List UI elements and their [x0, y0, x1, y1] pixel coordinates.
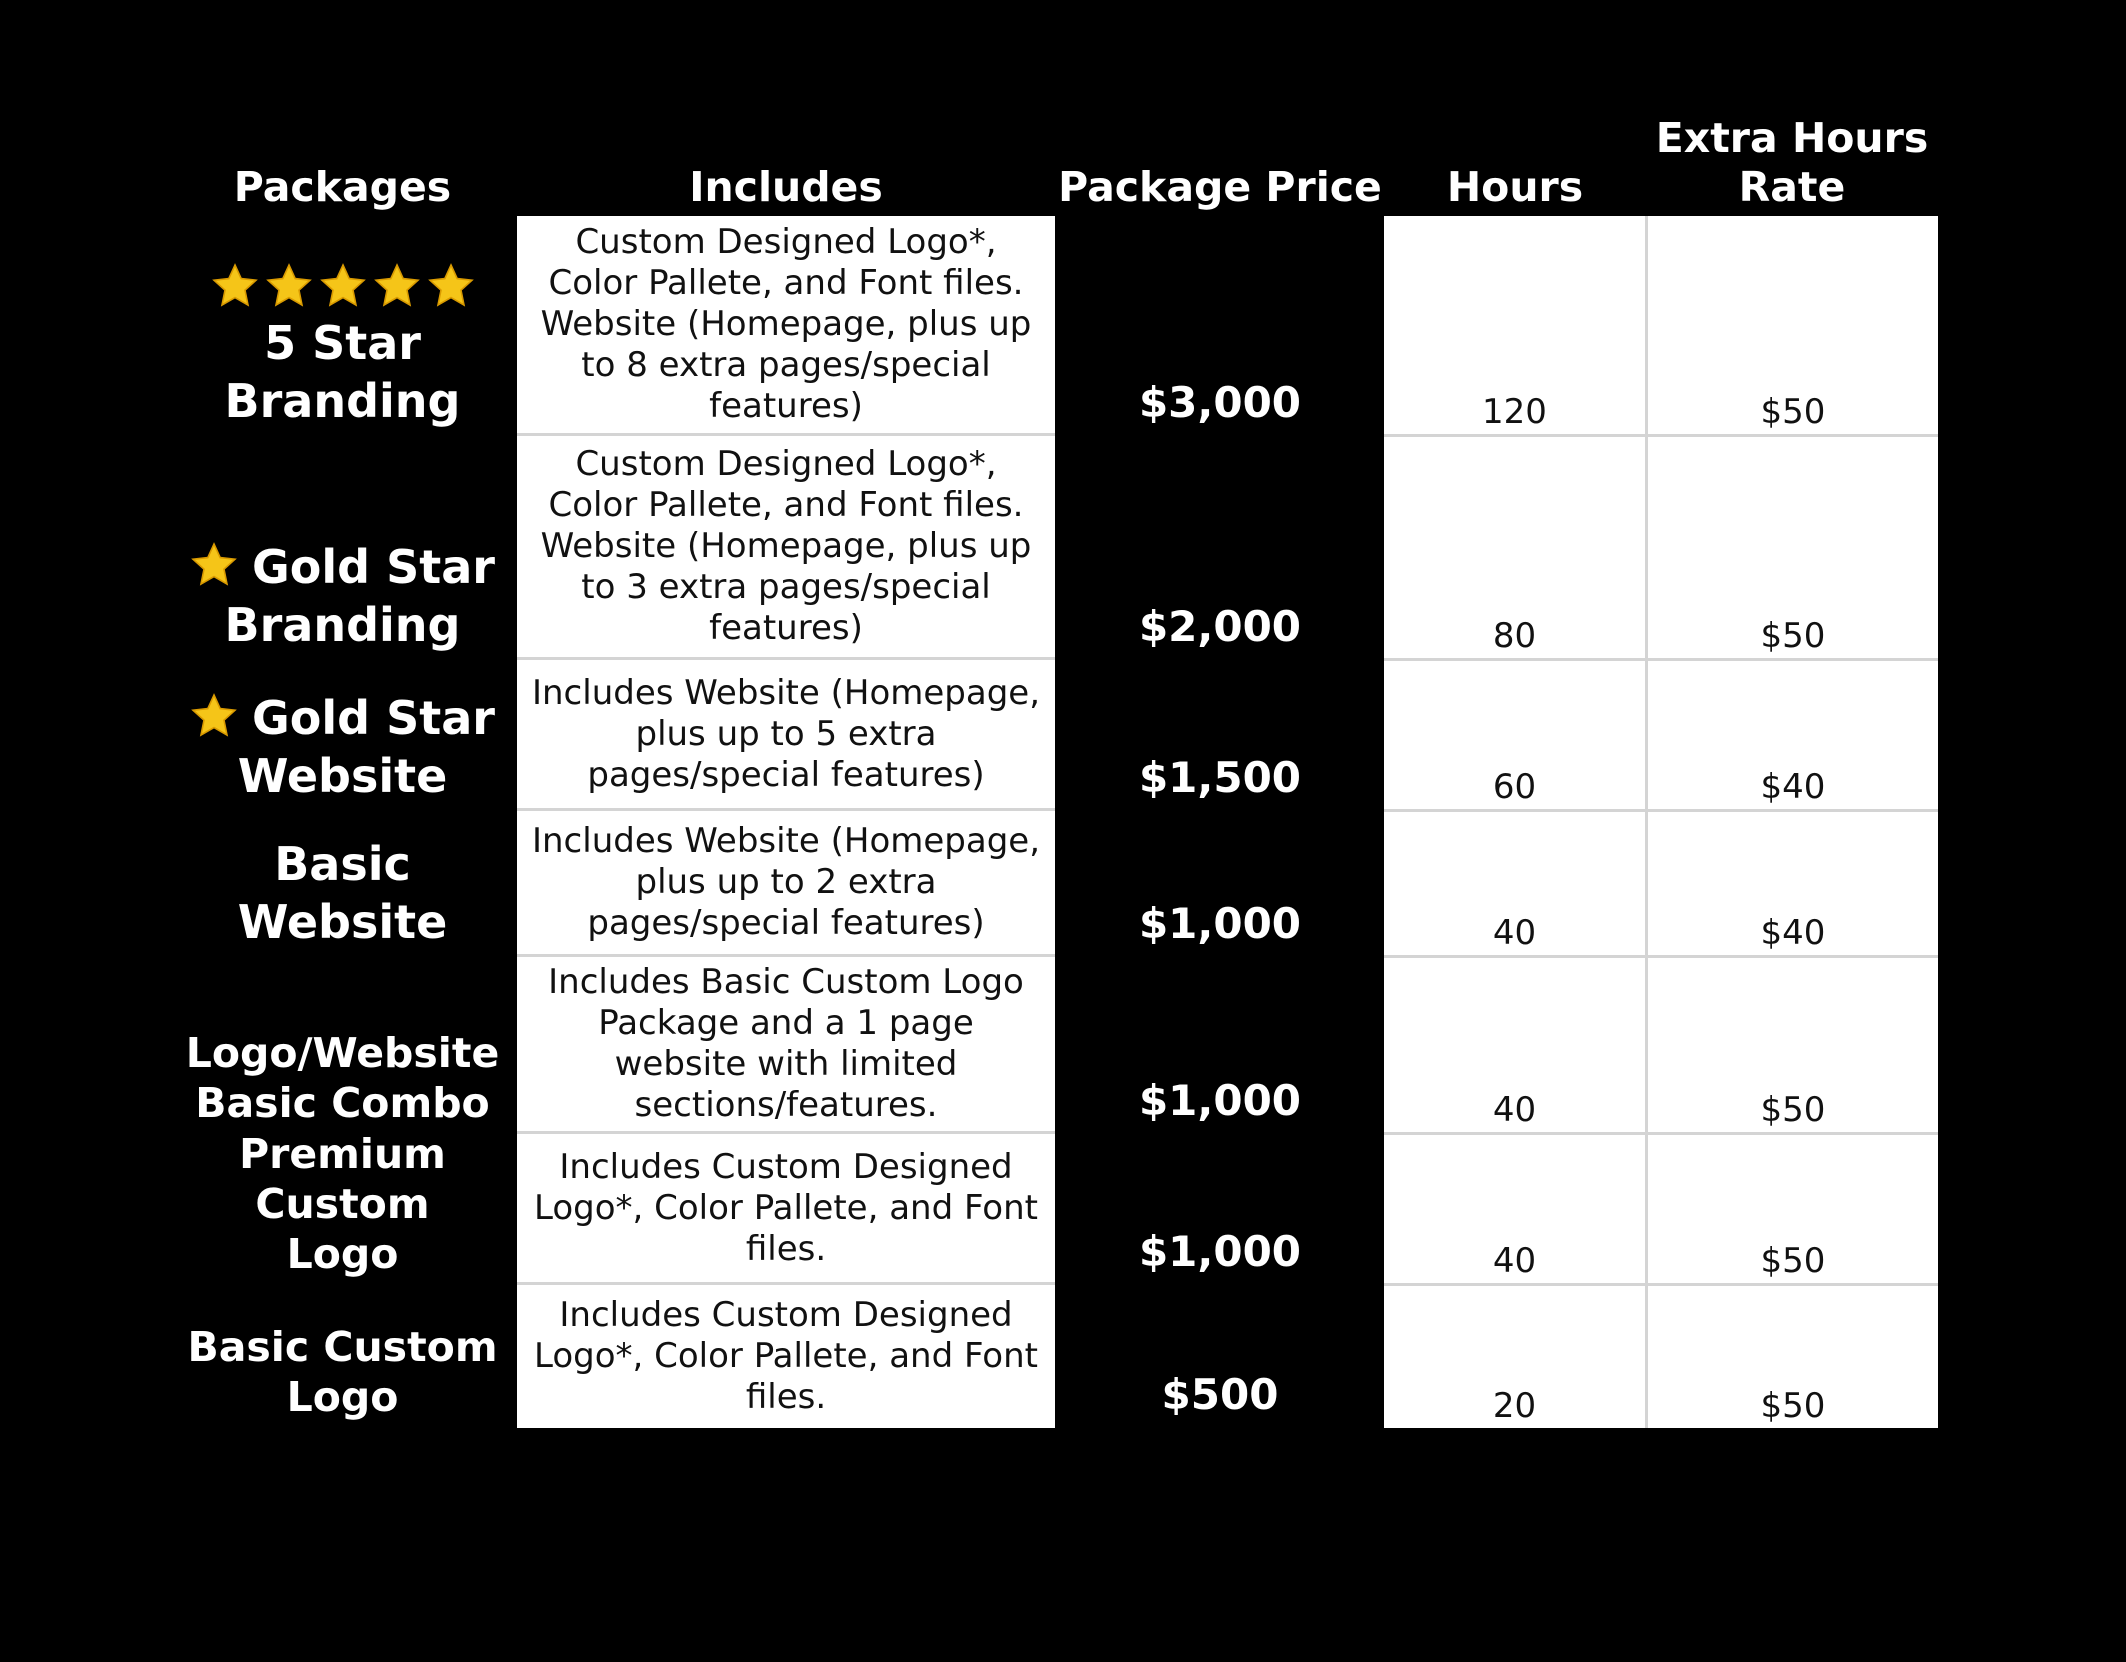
package-name: Gold Star Website — [237, 691, 495, 803]
rate-cell: $50 — [1760, 1090, 1826, 1130]
hours-cell: 40 — [1492, 913, 1537, 953]
price-cell: $1,000 — [1138, 1076, 1302, 1125]
package-name-wrap — [185, 538, 500, 654]
header-package-price: Package Price — [1058, 163, 1382, 211]
star-icon — [190, 692, 238, 740]
package-row-7 — [185, 1285, 500, 1428]
hours-cell: 80 — [1492, 616, 1537, 656]
package-row-4 — [185, 811, 500, 957]
package-row-3 — [185, 660, 500, 811]
header-extra-hours-rate: Extra Hours Rate — [1655, 114, 1929, 211]
rate-cell: $50 — [1760, 1386, 1826, 1426]
package-row-5 — [185, 957, 500, 1134]
includes-column — [517, 216, 1055, 1428]
includes-cell: Includes Basic Custom Logo Package and a 1 page website with limited sections/features. — [517, 957, 1055, 1134]
rate-cell: $40 — [1760, 913, 1826, 953]
rate-cell: $40 — [1760, 767, 1826, 807]
package-name: Logo/Website Basic Combo — [185, 1029, 500, 1127]
rate-cell: $50 — [1760, 1241, 1826, 1281]
rate-cell: $50 — [1760, 616, 1826, 656]
star-icon — [373, 262, 421, 310]
hours-cell: 40 — [1492, 1090, 1537, 1130]
rate-cell: $50 — [1760, 392, 1826, 432]
includes-cell: Includes Custom Designed Logo*, Color Pallete, and Font files. — [533, 1295, 1038, 1417]
package-row-6 — [185, 1130, 500, 1285]
package-name: Gold Star Branding — [224, 540, 495, 652]
header-packages: Packages — [233, 163, 452, 211]
header-hours: Hours — [1446, 163, 1584, 211]
includes-cell: Custom Designed Logo*, Color Pallete, and Font files. Website (Homepage, plus up to 3 extra pages/special features) — [517, 436, 1055, 660]
includes-cell: Includes Custom Designed Logo*, Color Pallete, and Font files. — [517, 1134, 1055, 1285]
hours-rate-columns — [1384, 216, 1938, 1428]
package-row-1 — [185, 216, 500, 436]
hours-cell: 40 — [1492, 1241, 1537, 1281]
price-cell: $1,000 — [1138, 899, 1302, 948]
hours-cell: 120 — [1482, 392, 1547, 432]
five-star-rating — [211, 262, 475, 310]
includes-cell: Includes Website (Homepage, plus up to 2 extra pages/special features) — [517, 811, 1055, 957]
price-cell: $1,000 — [1138, 1227, 1302, 1276]
package-name: Basic Website — [237, 837, 448, 949]
hours-cell: 20 — [1492, 1386, 1537, 1426]
price-cell: $2,000 — [1138, 602, 1302, 651]
hours-cell: 60 — [1492, 767, 1537, 807]
package-row-2 — [185, 436, 500, 660]
package-name: Premium Custom Logo — [239, 1130, 446, 1278]
star-icon — [211, 262, 259, 310]
star-icon — [265, 262, 313, 310]
package-name: Basic Custom Logo — [187, 1323, 498, 1421]
includes-cell: Includes Website (Homepage, plus up to 5 extra pages/special features) — [517, 660, 1055, 811]
price-cell: $1,500 — [1138, 753, 1302, 802]
star-icon — [190, 541, 238, 589]
price-cell: $3,000 — [1138, 378, 1302, 427]
package-name-wrap — [185, 689, 500, 805]
price-cell: $500 — [1161, 1370, 1279, 1419]
includes-cell: Custom Designed Logo*, Color Pallete, and Font files. Website (Homepage, plus up to 8 extra pages/special features) — [517, 216, 1055, 436]
star-icon — [427, 262, 475, 310]
package-name: 5 Star Branding — [224, 316, 461, 428]
header-includes: Includes — [689, 163, 883, 211]
star-icon — [319, 262, 367, 310]
